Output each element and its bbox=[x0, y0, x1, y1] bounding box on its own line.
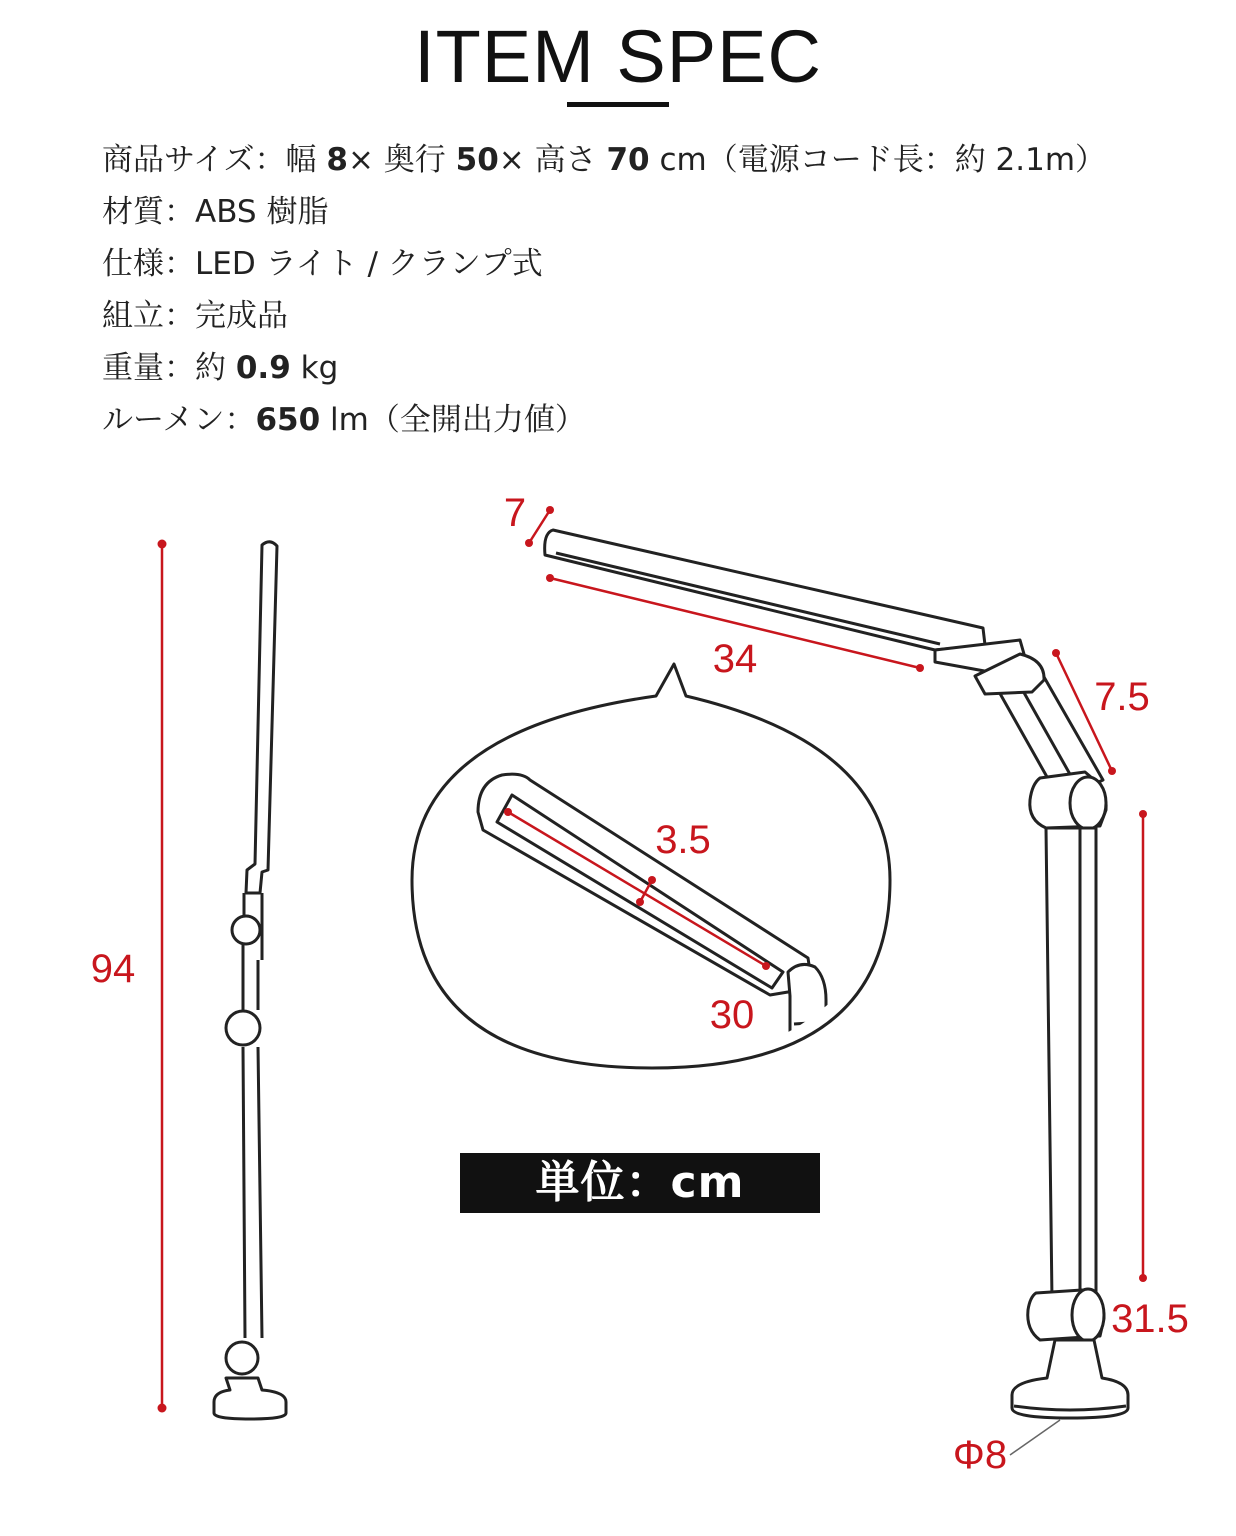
spec-size-depth: 50 bbox=[455, 142, 499, 178]
dim-joint-length-dot-b bbox=[1108, 767, 1116, 775]
spec-weight-value: 0.9 bbox=[235, 350, 291, 386]
side-view-joint-lower bbox=[226, 1342, 258, 1374]
zoom-callout bbox=[412, 664, 890, 1070]
spec-material: 材質：ABS 樹脂 bbox=[102, 194, 329, 230]
lamp-head-led-strip bbox=[556, 553, 940, 644]
spec-specification: 仕様：LED ライト / クランプ式 bbox=[102, 246, 543, 282]
dim-head-thickness-dot-a bbox=[525, 539, 533, 547]
dim-led-length-dot-a bbox=[504, 808, 512, 816]
dim-total-height bbox=[91, 540, 167, 1413]
dim-base-diameter-leader bbox=[1010, 1420, 1060, 1455]
spec-size-tail: cm（電源コード長：約 2.1m） bbox=[649, 142, 1107, 178]
dim-head-length-dot-a bbox=[546, 574, 554, 582]
unit-badge: 単位：cm bbox=[460, 1153, 820, 1213]
dim-led-width-dot-a bbox=[636, 898, 644, 906]
spec-weight-label: 重量：約 bbox=[102, 350, 236, 386]
lamp-clamp-base bbox=[1012, 1340, 1128, 1418]
dim-total-height-label: 94 bbox=[90, 947, 136, 991]
dim-pole-height bbox=[1111, 810, 1189, 1341]
dim-head-thickness-label: 7 bbox=[503, 491, 527, 535]
side-view-base bbox=[214, 1378, 286, 1419]
dim-joint-length-dot-a bbox=[1052, 649, 1060, 657]
dim-led-width-label: 3.5 bbox=[655, 818, 711, 862]
dim-led-width-dot-b bbox=[648, 876, 656, 884]
dim-total-height-dot-top bbox=[158, 540, 167, 549]
spec-size-height: 70 bbox=[606, 142, 650, 178]
dim-joint-length-label: 7.5 bbox=[1094, 675, 1150, 719]
lamp-pole bbox=[1046, 828, 1096, 1300]
dim-pole-height-dot-bottom bbox=[1139, 1274, 1147, 1282]
dim-led-length-dot-b bbox=[762, 962, 770, 970]
spec-size-sep1: × 奥行 bbox=[347, 142, 456, 178]
dim-pole-height-dot-top bbox=[1139, 810, 1147, 818]
dim-head-length-dot-b bbox=[916, 664, 924, 672]
dim-led-length-label: 30 bbox=[709, 993, 755, 1037]
side-view-head bbox=[246, 542, 277, 893]
lamp-head bbox=[545, 530, 985, 650]
lamp-elbow-cap bbox=[1070, 777, 1106, 829]
lamp-lower-joint-cap bbox=[1072, 1289, 1104, 1341]
spec-lumen-value: 650 bbox=[255, 402, 321, 438]
dim-head-length-label: 34 bbox=[712, 637, 758, 681]
spec-size-sep2: × 高さ bbox=[498, 142, 607, 178]
page-title: ITEM SPEC bbox=[414, 15, 822, 98]
side-view-arm bbox=[243, 893, 262, 1338]
dim-base-diameter-label: Φ8 bbox=[952, 1433, 1008, 1477]
dim-head-thickness-dot-b bbox=[546, 506, 554, 514]
dim-base-diameter bbox=[953, 1420, 1060, 1477]
spec-lumen-label: ルーメン： bbox=[102, 402, 256, 438]
dim-total-height-dot-bottom bbox=[158, 1404, 167, 1413]
spec-weight-unit: kg bbox=[290, 350, 339, 386]
spec-size-label: 商品サイズ：幅 bbox=[102, 142, 327, 178]
side-view-joint-upper bbox=[232, 916, 260, 944]
side-view-lamp bbox=[214, 542, 286, 1419]
spec-lumen-unit: lm（全開出力値） bbox=[320, 402, 586, 438]
side-view-joint-middle bbox=[226, 1011, 260, 1045]
dim-pole-height-label: 31.5 bbox=[1111, 1297, 1189, 1341]
spec-size-width: 8 bbox=[326, 142, 348, 178]
spec-assembly: 組立：完成品 bbox=[102, 298, 288, 334]
